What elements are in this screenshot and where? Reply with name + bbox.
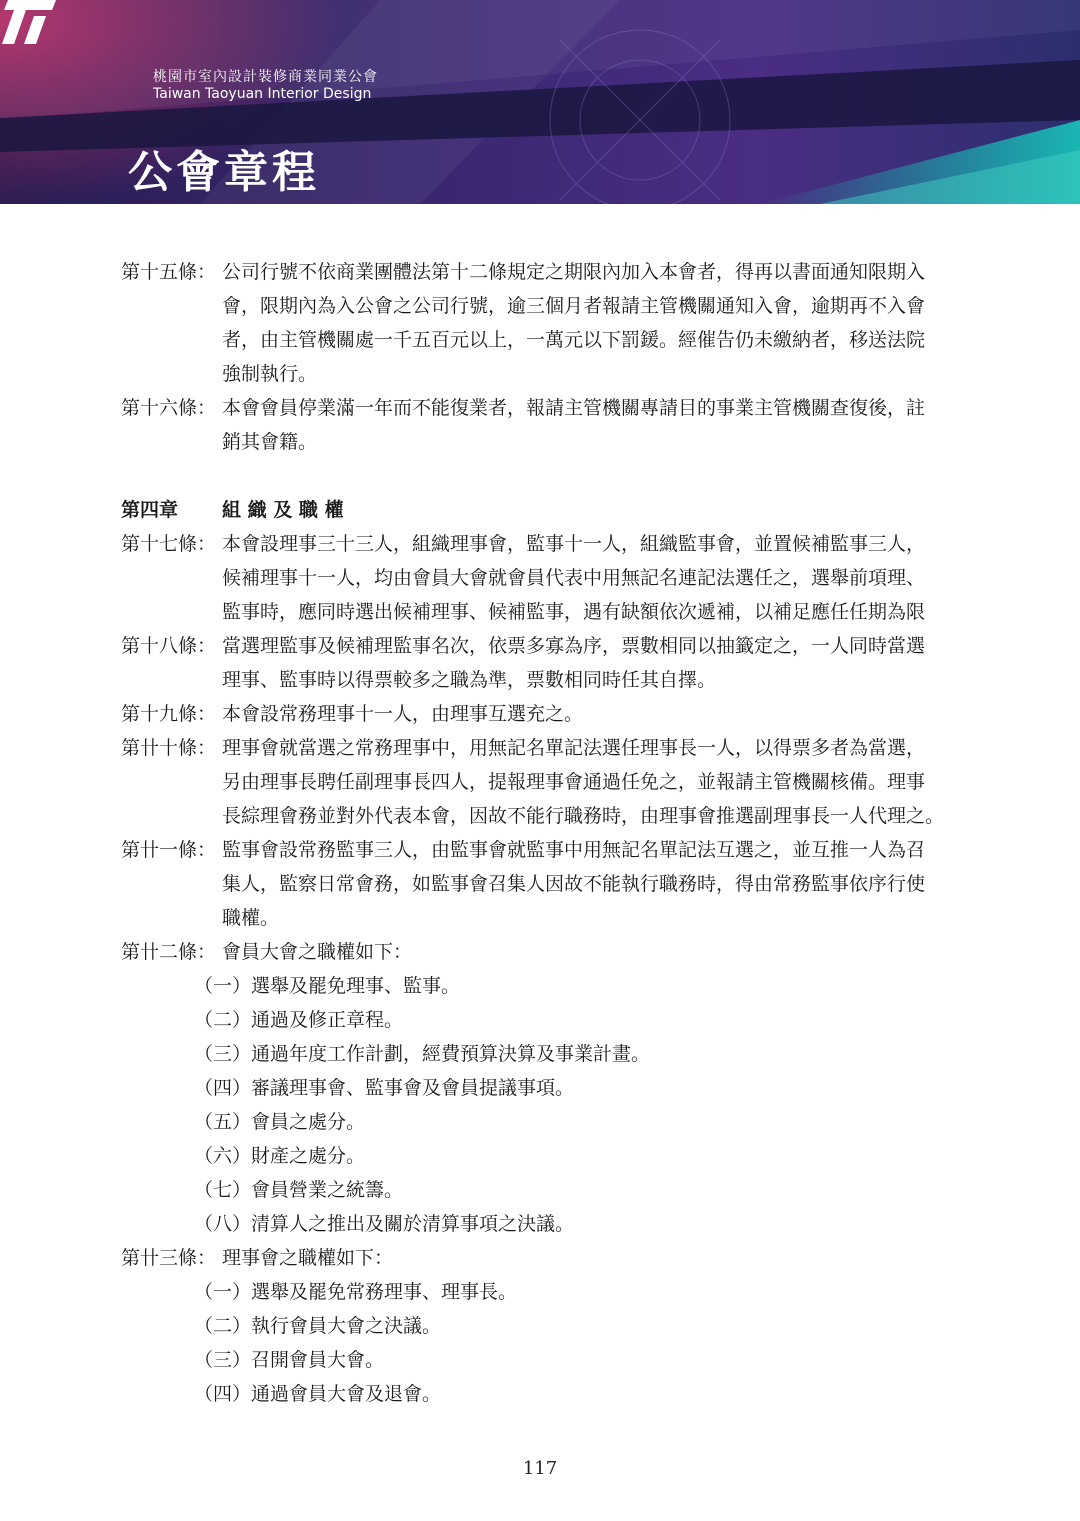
article-17-line: 候補理事十一人，均由會員大會就會員代表中用無記名連記法選任之，選舉前項理、	[222, 567, 926, 589]
article-19-label: 第十九條：	[121, 703, 217, 725]
article-21-line: 集人，監察日常會務，如監事會召集人因故不能執行職務時，得由常務監事依序行使	[222, 873, 926, 895]
association-name-english: Taiwan Taoyuan Interior Design	[153, 86, 372, 102]
article-23-item: （四）通過會員大會及退會。	[194, 1383, 442, 1405]
article-15-line: 者，由主管機關處一千五百元以上，一萬元以下罰鍰。經催告仍未繳納者，移送法院	[222, 329, 926, 351]
article-21-line: 監事會設常務監事三人，由監事會就監事中用無記名單記法互選之，並互推一人為召	[222, 839, 926, 861]
page-number: 117	[522, 1458, 558, 1479]
article-22-item: （三）通過年度工作計劃，經費預算決算及事業計畫。	[194, 1043, 651, 1065]
article-18-label: 第十八條：	[121, 635, 217, 657]
article-20-line: 另由理事長聘任副理事長四人，提報理事會通過任免之，並報請主管機關核備。理事	[222, 771, 926, 793]
article-22-label: 第卄二條：	[121, 941, 217, 963]
article-20-label: 第卄十條：	[121, 737, 217, 759]
article-23-item: （二）執行會員大會之決議。	[194, 1315, 442, 1337]
article-22-item: （一）選舉及罷免理事、監事。	[194, 975, 461, 997]
article-18-line: 當選理監事及候補理監事名次，依票多寡為序，票數相同以抽籤定之，一人同時當選	[222, 635, 926, 657]
article-22-line: 會員大會之職權如下：	[222, 941, 413, 963]
article-16-label: 第十六條：	[121, 397, 217, 419]
association-name-chinese: 桃園市室內設計裝修商業同業公會	[153, 69, 378, 85]
article-22-item: （八）清算人之推出及關於清算事項之決議。	[194, 1213, 575, 1235]
article-22-item: （七）會員營業之統籌。	[194, 1179, 404, 1201]
article-22-item: （二）通過及修正章程。	[194, 1009, 404, 1031]
page-title: 公會章程	[128, 147, 320, 198]
article-20-line: 理事會就當選之常務理事中，用無記名單記法選任理事長一人，以得票多者為當選，	[222, 737, 926, 759]
article-23-label: 第卄三條：	[121, 1247, 217, 1269]
article-15-label: 第十五條：	[121, 261, 217, 283]
article-15-line: 公司行號不依商業團體法第十二條規定之期限內加入本會者，得再以書面通知限期入	[222, 261, 926, 283]
article-15-line: 強制執行。	[222, 363, 318, 385]
article-17-line: 監事時，應同時選出候補理事、候補監事，遇有缺額依次遞補，以補足應任任期為限	[222, 601, 926, 623]
article-22-item: （四）審議理事會、監事會及會員提議事項。	[194, 1077, 575, 1099]
article-21-line: 職權。	[222, 907, 280, 929]
article-16-line: 銷其會籍。	[222, 431, 318, 453]
article-18-line: 理事、監事時以得票較多之職為準，票數相同時任其自擇。	[222, 669, 717, 691]
article-23-item: （三）召開會員大會。	[194, 1349, 385, 1371]
article-20-line: 長綜理會務並對外代表本會，因故不能行職務時，由理事會推選副理事長一人代理之。	[222, 805, 945, 827]
article-16-line: 本會會員停業滿一年而不能復業者，報請主管機關專請目的事業主管機關查復後，註	[222, 397, 926, 419]
chapter-4-label: 第四章	[121, 499, 179, 521]
article-17-line: 本會設理事三十三人，組織理事會，監事十一人，組織監事會，並置候補監事三人，	[222, 533, 926, 555]
article-17-label: 第十七條：	[121, 533, 217, 555]
article-21-label: 第卄一條：	[121, 839, 217, 861]
article-23-line: 理事會之職權如下：	[222, 1247, 394, 1269]
chapter-4-title: 組 織 及 職 權	[222, 499, 344, 521]
article-23-item: （一）選舉及罷免常務理事、理事長。	[194, 1281, 518, 1303]
article-15-line: 會，限期內為入公會之公司行號，逾三個月者報請主管機關通知入會，逾期再不入會	[222, 295, 926, 317]
article-19-line: 本會設常務理事十一人，由理事互選充之。	[222, 703, 584, 725]
article-22-item: （六）財產之處分。	[194, 1145, 366, 1167]
article-22-item: （五）會員之處分。	[194, 1111, 366, 1133]
